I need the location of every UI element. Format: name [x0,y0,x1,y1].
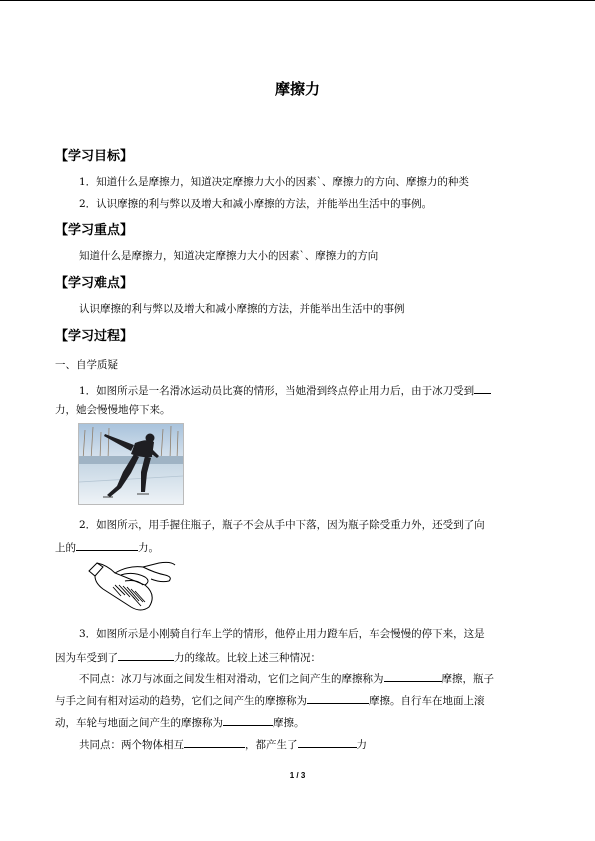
goals-heading: 【学习目标】 [55,149,134,164]
q1-line-1 [79,382,491,398]
q3-text-e2: 摩擦。 [273,717,305,729]
q3-blank-1 [118,649,174,661]
skater-photo [78,423,184,505]
q3-blank-2 [384,670,442,682]
q1-line-2: 力，她会慢慢地停下来。 [55,404,171,416]
difficulties-heading: 【学习难点】 [55,276,134,291]
q2-line-1: 2．如图所示，用手握住瓶子，瓶子不会从手中下落，因为瓶子除受重力外，还受到了向 [79,519,485,531]
page-number: 1 / 3 [289,771,306,780]
goal-item-1: 1．知道什么是摩擦力，知道决定摩擦力大小的因素`、摩擦力的方向、摩擦力的种类 [79,176,469,188]
q2-line-2 [55,539,159,555]
q3-text-d1: 与手之间有相对运动的趋势，它们之间产生的摩擦称为 [55,695,307,707]
difficulties-text: 认识摩擦的利与弊以及增大和减小摩擦的方法，并能举出生活中的事例 [79,303,405,315]
q1-text-a: 1．如图所示是一名滑冰运动员比赛的情形，当她滑到终点停止用力后，由于冰刀受到 [79,385,475,397]
page-top-border [0,0,595,1]
q3-blank-3 [307,692,369,704]
q3-text-f2: ，都产生了 [245,739,298,751]
q2-blank [76,539,138,551]
q3-text-b2: 力的缘故。比较上述三种情况： [174,652,321,664]
q3-blank-4 [223,714,273,726]
q3-text-b1: 因为车受到了 [55,652,118,664]
q3-blank-6 [298,736,357,748]
key-points-heading: 【学习重点】 [55,223,134,238]
q1-blank [474,382,491,394]
q2-text-b1: 上的 [55,542,76,554]
q2-text-b2: 力。 [138,542,159,554]
q3-line-3 [79,670,494,686]
page-title: 摩擦力 [274,80,320,98]
q3-text-c2: 摩擦，瓶子 [441,673,494,685]
q3-text-e1: 动，车轮与地面之间产生的摩擦称为 [55,717,223,729]
self-study-subheading: 一、自学质疑 [55,359,118,371]
q3-line-1: 3．如图所示是小刚骑自行车上学的情形，他停止用力蹬车后，车会慢慢的停下来，这是 [79,628,485,640]
q3-line-5 [55,714,305,730]
q3-text-d2: 摩擦。自行车在地面上滚 [369,695,485,707]
key-points-text: 知道什么是摩擦力，知道决定摩擦力大小的因素`、摩擦力的方向 [79,250,379,262]
skater-image [79,424,183,504]
q3-line-2 [55,649,321,665]
goal-item-2: 2．认识摩擦的利与弊以及增大和减小摩擦的方法，并能举出生活中的事例。 [79,198,433,210]
q3-text-f1: 共同点：两个物体相互 [79,739,184,751]
q3-blank-5 [184,736,245,748]
q3-line-6 [79,736,367,752]
q3-text-c1: 不同点：冰刀与冰面之间发生相对滑动，它们之间产生的摩擦称为 [79,673,384,685]
hand-holding-bottle-drawing [85,555,177,615]
q3-line-4 [55,692,485,708]
q3-text-f3: 力 [356,739,367,751]
process-heading: 【学习过程】 [55,329,134,344]
